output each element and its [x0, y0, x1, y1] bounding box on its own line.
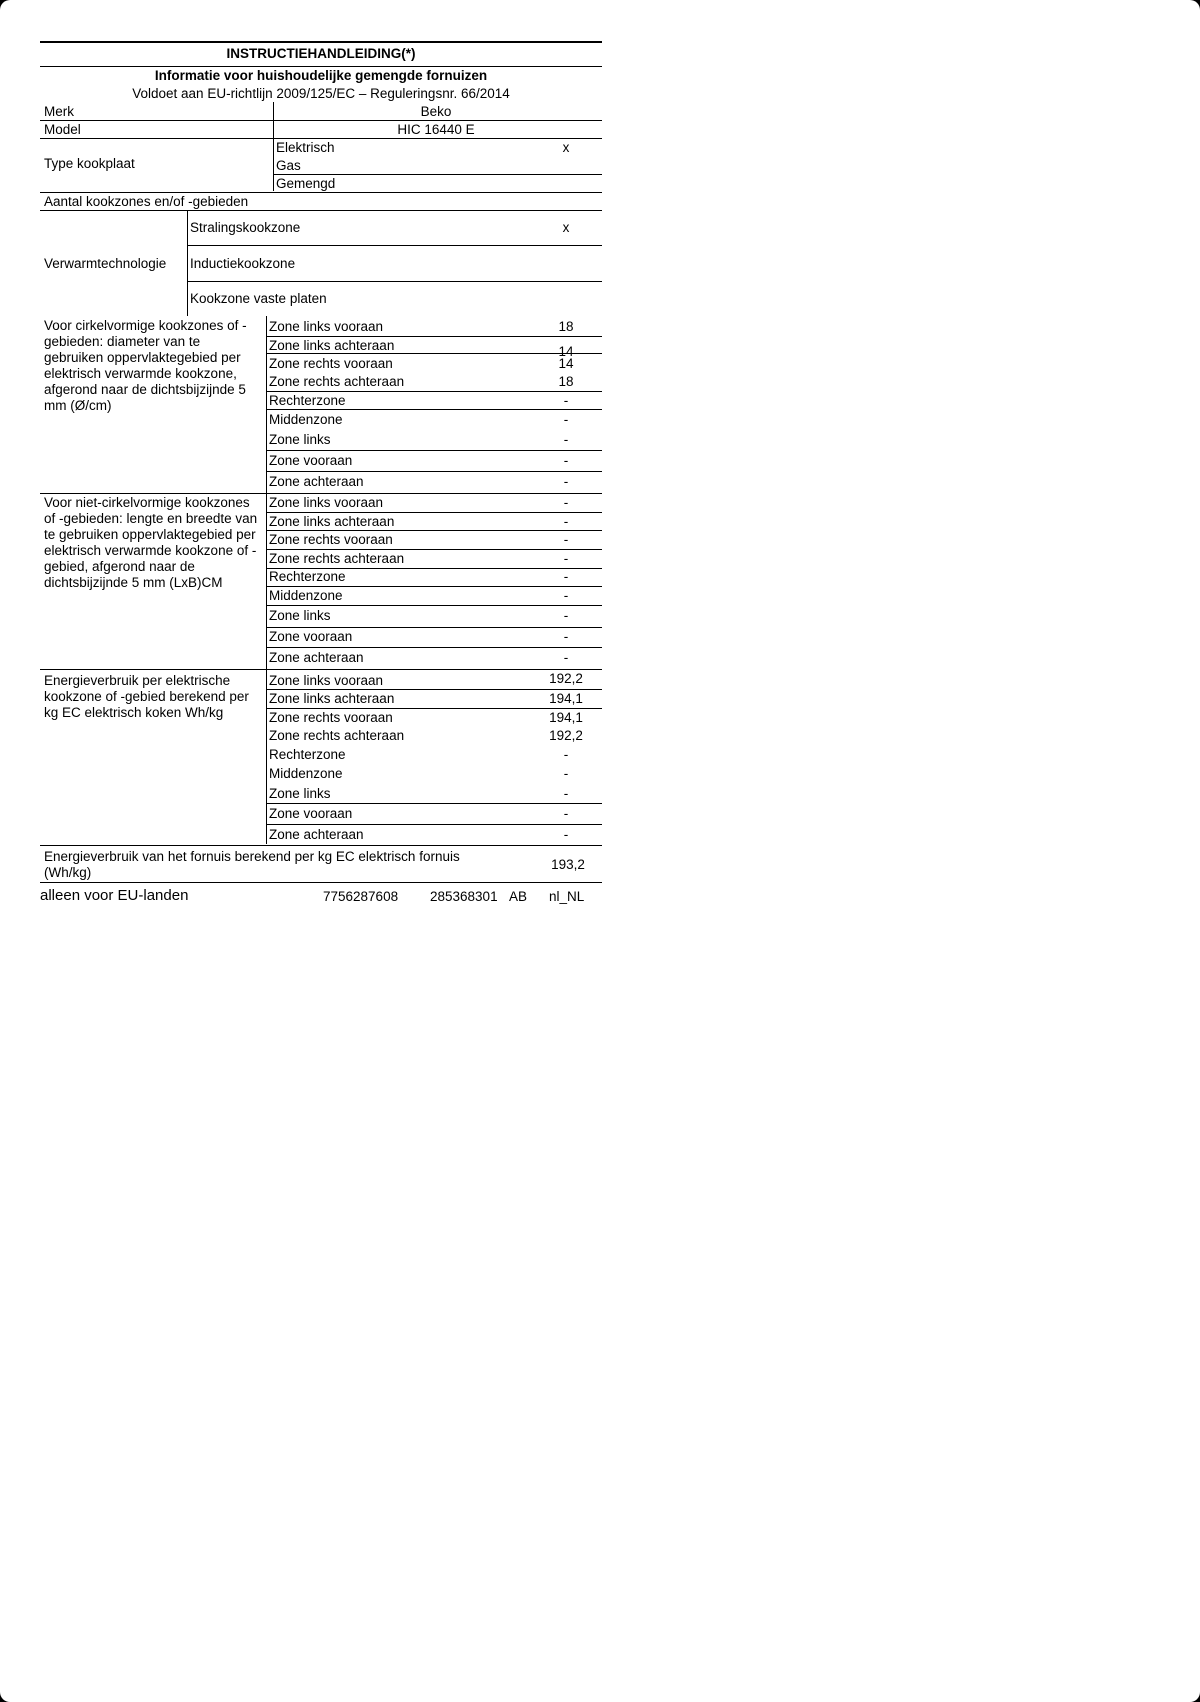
rule	[266, 627, 602, 628]
zone-label: Zone links	[269, 608, 331, 623]
verwarmtechnologie-label: Verwarmtechnologie	[44, 256, 167, 271]
zone-value: 192,2	[549, 671, 583, 686]
rule	[266, 530, 602, 531]
type-option-label: Gas	[276, 158, 301, 173]
merk-value: Beko	[420, 104, 452, 119]
zone-value: -	[563, 806, 569, 821]
type-option-mark: x	[562, 140, 570, 155]
rule	[40, 882, 602, 883]
zone-value: -	[563, 588, 569, 603]
top-rule	[40, 41, 602, 43]
compliance-line: Voldoet aan EU-richtlijn 2009/125/EC – Reguleringsnr. 66/2014	[132, 86, 510, 101]
zone-value: -	[563, 786, 569, 801]
zone-value: -	[563, 474, 569, 489]
zone-value: -	[563, 747, 569, 762]
zone-value: -	[563, 551, 569, 566]
rule	[40, 66, 602, 67]
rule	[266, 336, 602, 337]
zone-label: Zone rechts achteraan	[269, 551, 405, 566]
rule	[266, 689, 602, 690]
zone-label: Zone links	[269, 432, 331, 447]
zone-value: -	[563, 495, 569, 510]
zone-value: 192,2	[549, 728, 583, 743]
rule	[266, 353, 602, 354]
energy-total-label: Energieverbruik van het fornuis berekend per kg EC elektrisch fornuis (Wh/kg)	[44, 849, 460, 880]
zone-value: -	[563, 393, 569, 408]
zone-label: Middenzone	[269, 588, 343, 603]
zone-label: Zone links vooraan	[269, 319, 384, 334]
zone-value: 14	[558, 356, 574, 371]
zone-label: Zone links achteraan	[269, 691, 395, 706]
rule	[266, 450, 602, 451]
zone-value: -	[563, 532, 569, 547]
zone-value: -	[563, 608, 569, 623]
zone-label: Zone rechts achteraan	[269, 374, 405, 389]
model-value: HIC 16440 E	[397, 122, 475, 137]
verwarm-option-label: Stralingskookzone	[190, 220, 301, 235]
zone-value: 18	[558, 319, 574, 334]
aantal-kookzones-label: Aantal kookzones en/of -gebieden	[44, 194, 249, 209]
rule	[266, 605, 602, 606]
rule	[266, 803, 602, 804]
footer-locale: nl_NL	[549, 889, 585, 904]
zone-label: Zone links vooraan	[269, 673, 384, 688]
zone-value: -	[563, 412, 569, 427]
model-label: Model	[44, 122, 81, 137]
rule	[40, 210, 602, 211]
zone-label: Zone rechts vooraan	[269, 356, 393, 371]
type-option-label: Gemengd	[276, 176, 336, 191]
verwarm-option-mark: x	[562, 220, 570, 235]
rule	[187, 245, 602, 246]
type-option-label: Elektrisch	[276, 140, 335, 155]
rule	[266, 824, 602, 825]
zone-value: -	[563, 514, 569, 529]
zone-label: Zone achteraan	[269, 650, 364, 665]
zone-label: Zone achteraan	[269, 474, 364, 489]
column-divider	[266, 316, 267, 844]
zone-label: Zone links achteraan	[269, 514, 395, 529]
rule	[266, 471, 602, 472]
zone-label: Zone rechts achteraan	[269, 728, 405, 743]
type-kookplaat-label: Type kookplaat	[44, 156, 135, 171]
rule	[266, 647, 602, 648]
footer-code: 7756287608	[323, 889, 399, 904]
zone-label: Zone achteraan	[269, 827, 364, 842]
rule	[40, 192, 602, 193]
zone-label: Rechterzone	[269, 569, 346, 584]
zone-label: Zone vooraan	[269, 629, 353, 644]
circular-section-label: Voor cirkelvormige kookzones of -gebieden: diameter van te gebruiken oppervlaktegebied per elektrisch verwarmde kookzone, afgerond naar de dichtsbijzijnde 5 mm (Ø/cm)	[44, 318, 247, 413]
zone-label: Zone rechts vooraan	[269, 710, 393, 725]
zone-value: 14	[558, 344, 574, 359]
rule	[40, 845, 602, 846]
noncircular-section-label: Voor niet-cirkelvormige kookzones of -gebieden: lengte en breedte van te gebruiken oppervlaktegebied per elektrisch verwarmde kookzone of -gebied, afgerond naar de dichtsbijzijnde 5 mm (LxB)CM	[44, 495, 258, 590]
zone-label: Middenzone	[269, 412, 343, 427]
zone-value: -	[563, 629, 569, 644]
zone-value: 194,1	[549, 710, 583, 725]
rule	[266, 586, 602, 587]
verwarm-option-label: Kookzone vaste platen	[190, 291, 327, 306]
zone-label: Zone rechts vooraan	[269, 532, 393, 547]
document-subtitle: Informatie voor huishoudelijke gemengde fornuizen	[154, 68, 488, 83]
zone-label: Zone links	[269, 786, 331, 801]
zone-value: -	[563, 432, 569, 447]
zone-label: Rechterzone	[269, 393, 346, 408]
rule	[266, 549, 602, 550]
zone-label: Zone vooraan	[269, 806, 353, 821]
verwarm-option-label: Inductiekookzone	[190, 256, 296, 271]
merk-label: Merk	[44, 104, 74, 119]
zone-value: -	[563, 766, 569, 781]
zone-label: Zone links vooraan	[269, 495, 384, 510]
rule	[40, 669, 602, 670]
column-divider	[273, 102, 274, 191]
footer-code: 285368301	[430, 889, 498, 904]
zone-value: 194,1	[549, 691, 583, 706]
zone-label: Rechterzone	[269, 747, 346, 762]
zone-label: Zone vooraan	[269, 453, 353, 468]
zone-label: Zone links achteraan	[269, 338, 395, 353]
zone-value: -	[563, 827, 569, 842]
rule	[40, 493, 602, 494]
zone-value: -	[563, 650, 569, 665]
document-title: INSTRUCTIEHANDLEIDING(*)	[226, 46, 416, 61]
energy-zone-section-label: Energieverbruik per elektrische kookzone of -gebied berekend per kg EC elektrisch koken Wh/kg	[44, 673, 249, 720]
rule	[40, 120, 602, 121]
zone-value: -	[563, 453, 569, 468]
rule	[266, 512, 602, 513]
column-divider	[187, 210, 188, 316]
rule	[266, 409, 602, 410]
zone-label: Middenzone	[269, 766, 343, 781]
rule	[187, 281, 602, 282]
footer-revision: AB	[509, 889, 528, 904]
rule	[40, 138, 602, 139]
rule	[273, 174, 602, 175]
zone-value: 18	[558, 374, 574, 389]
energy-total-value: 193,2	[551, 857, 585, 872]
rule	[266, 391, 602, 392]
zone-value: -	[563, 569, 569, 584]
rule	[266, 708, 602, 709]
footer-note: alleen voor EU-landen	[40, 887, 189, 904]
